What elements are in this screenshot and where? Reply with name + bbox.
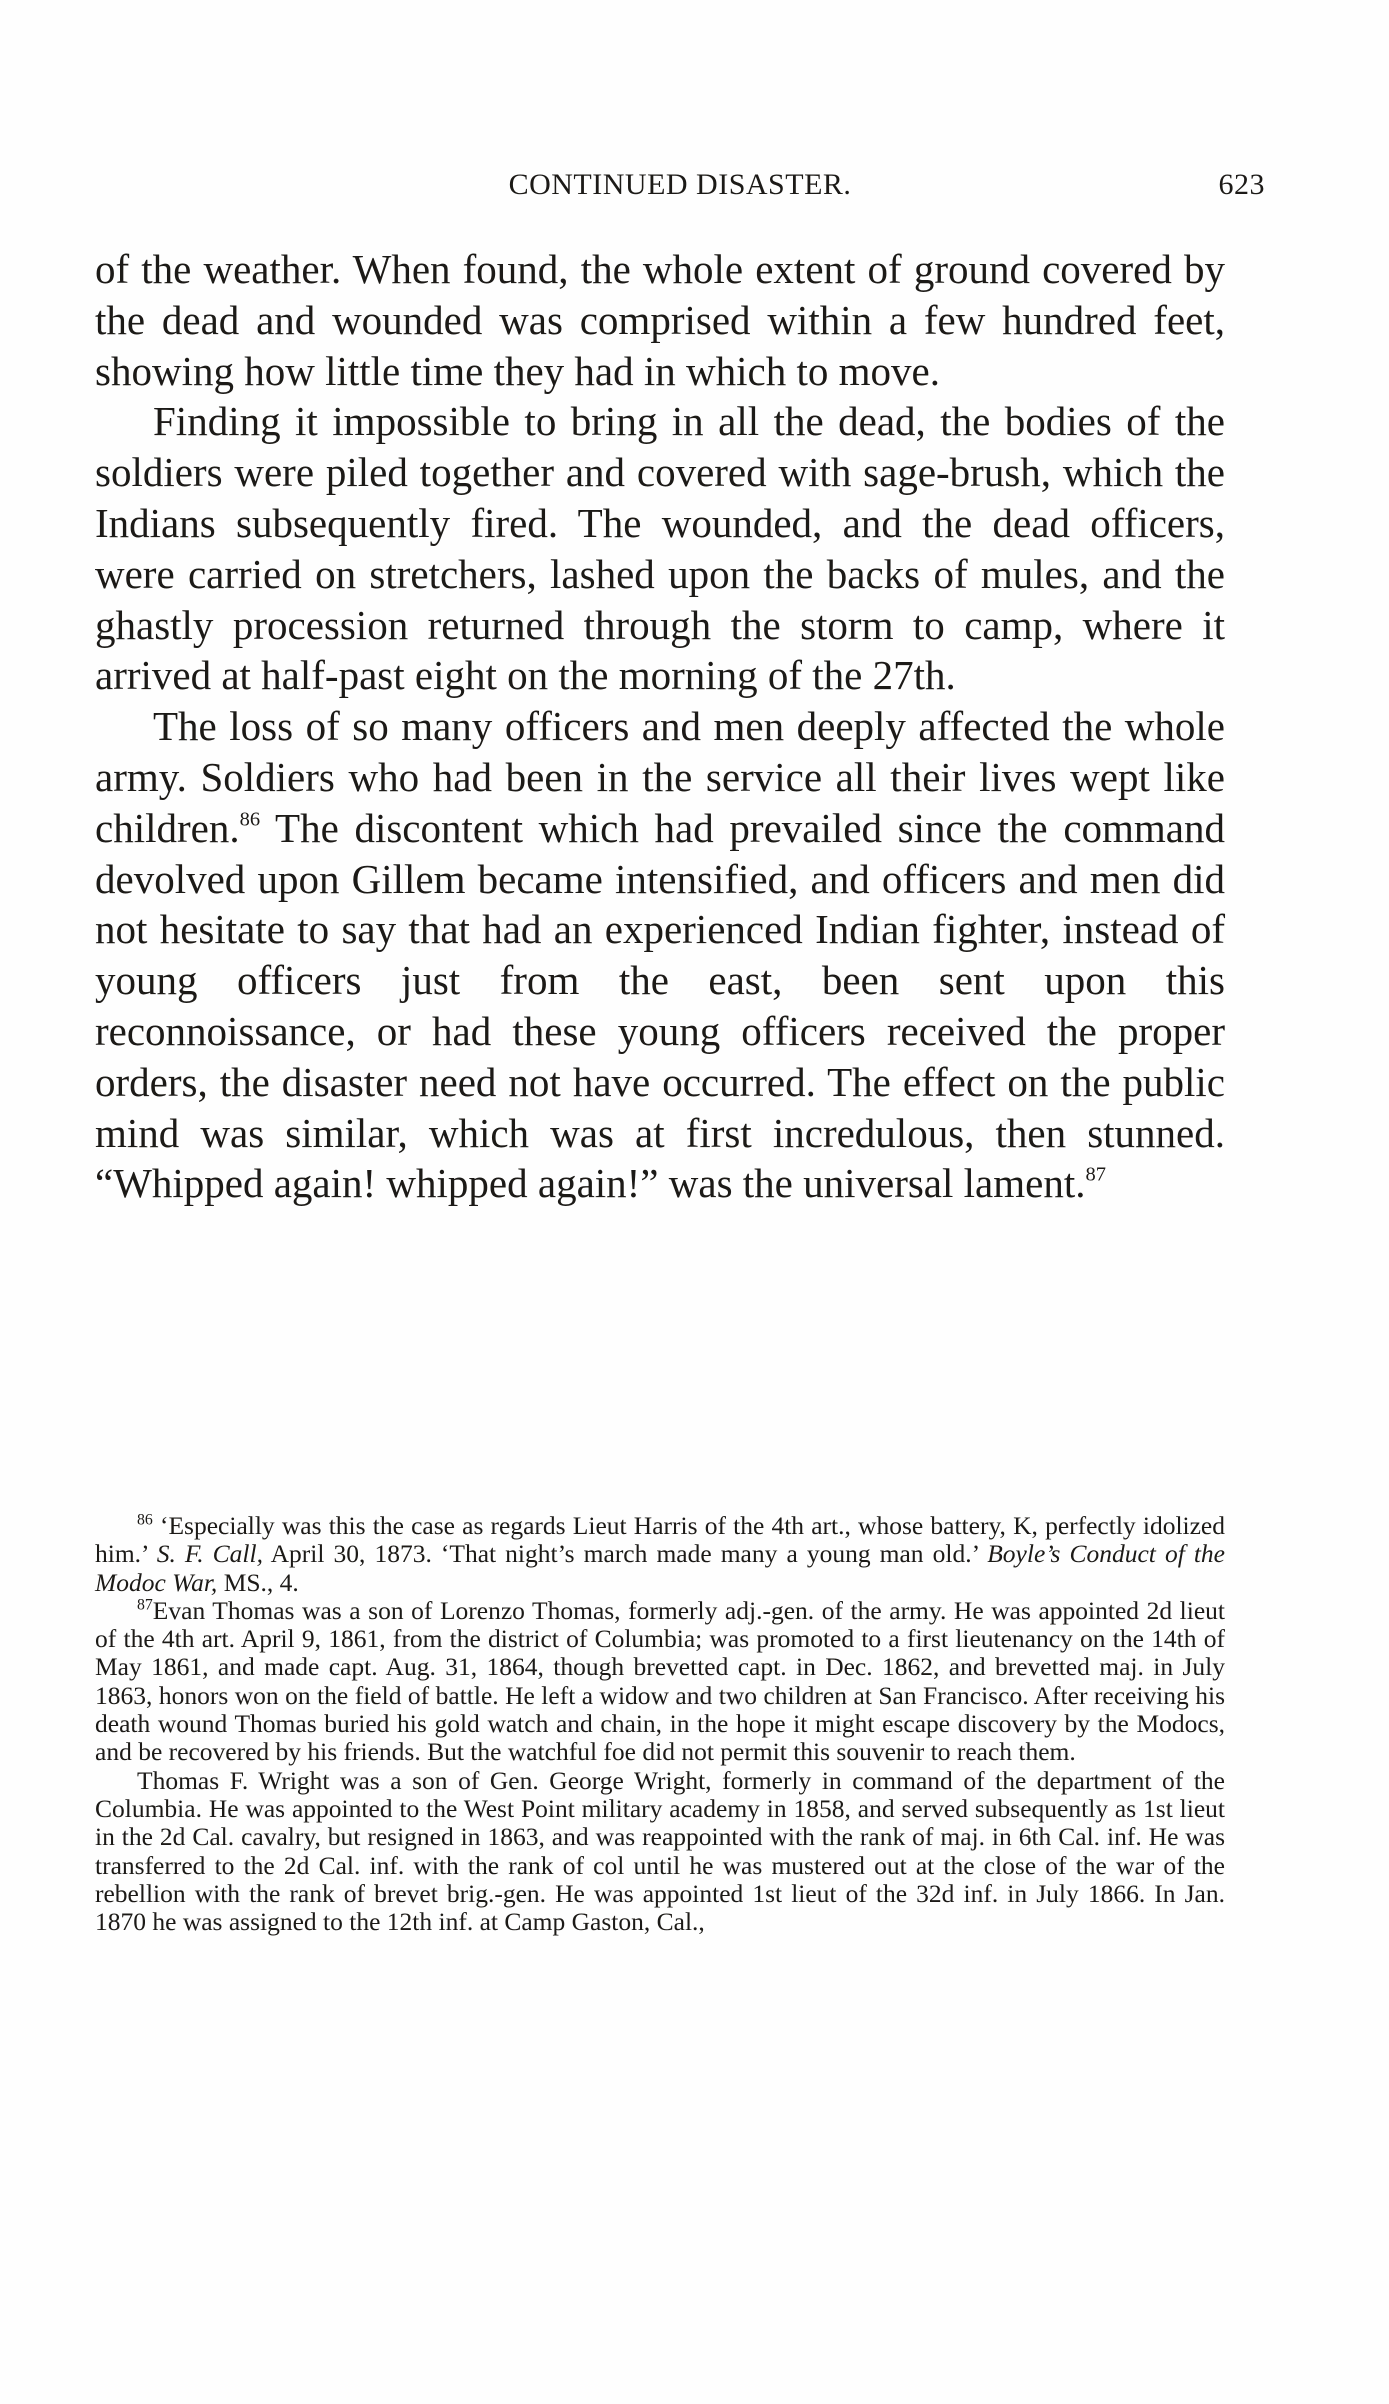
footnote-86-text-b: April 30, 1873. ‘That night’s march made many a young man old.’ — [262, 1539, 988, 1569]
page-number: 623 — [1218, 168, 1265, 201]
paragraph-3-text-b: The discontent which had prevailed since the command devolved upon Gillem became intensified, and officers and men did not hesitate to say that had an experienced Indian fighter, instead of young officers just from the east, been sent upon this reconnoissance, or had these young officers received the proper orders, the disaster need not have occurred. The effect on the public mind was similar, which was at first incredulous, then stunned. “Whipped again! whipped again!” was the universal lament. — [95, 804, 1225, 1207]
paragraph-2: Finding it impossible to bring in all the dead, the bodies of the soldiers were piled together and covered with sage-brush, which the Indians subsequently fired. The wounded, and the dead officers, were carried on stretchers, lashed upon the backs of mules, and the ghastly procession returned through the storm to camp, where it arrived at half-past eight on the morning of the 27th. — [95, 398, 1225, 699]
footnote-ref-87: 87 — [1085, 1163, 1106, 1186]
running-header — [95, 168, 1265, 208]
footnote-87-continued: Thomas F. Wright was a son of Gen. George Wright, formerly in command of the department of the Columbia. He was appointed to the West Point military academy in 1858, and served subsequently as 1st lieut in the 2d Cal. cavalry, but resigned in 1863, and was reappointed with the rank of maj. in 6th Cal. inf. He was transferred to the 2d Cal. inf. with the rank of col until he was mustered out at the close of the war of the rebellion with the rank of brevet brig.-gen. He was appointed 1st lieut of the 32d inf. in July 1866. In Jan. 1870 he was assigned to the 12th inf. at Camp Gaston, Cal., — [95, 1765, 1225, 1937]
paragraph-1: of the weather. When found, the whole extent of ground covered by the dead and wounded was comprised within a few hundred feet, showing how little time they had in which to move. — [95, 246, 1225, 394]
footnote-87-text-a: Evan Thomas was a son of Lorenzo Thomas, formerly adj.-gen. of the army. He was appointed 2d lieut of the 4th art. April 9, 1861, from the district of Columbia; was promoted to a first lieutenancy on the 14th of May 1861, and made capt. Aug. 31, 1864, though brevetted capt. in Dec. 1862, and brevetted maj. in July 1863, honors won on the field of battle. He left a widow and two children at San Francisco. After receiving his death wound Thomas buried his gold watch and chain, in the hope it might escape discovery by the Modocs, and be recovered by his friends. But the watchful foe did not permit this souvenir to reach them. — [95, 1595, 1225, 1767]
footnote-86 — [95, 1512, 1225, 1597]
paragraph-3 — [95, 701, 1225, 1209]
main-text — [95, 244, 1225, 1209]
footnote-86-source-1: S. F. Call, — [156, 1539, 263, 1569]
footnote-87 — [95, 1597, 1225, 1767]
footnote-86-marker: 86 — [137, 1511, 153, 1529]
footnote-86-source-2: Boyle’s Conduct of the Modoc War, — [95, 1539, 1226, 1597]
footnote-86-text-c: MS., 4. — [217, 1567, 299, 1597]
paragraph-3-text-a: The loss of so many officers and men deeply affected the whole army. Soldiers who had been in the service all their lives wept like children. — [95, 703, 1225, 851]
footnote-87-marker: 87 — [137, 1596, 153, 1614]
footnotes — [95, 1512, 1225, 1936]
footnote-ref-86: 86 — [239, 808, 261, 831]
footnote-86-text-a: ‘Especially was this the case as regards Lieut Harris of the 4th art., whose battery, K, perfectly idolized him.’ — [95, 1511, 1225, 1569]
chapter-title: CONTINUED DISASTER. — [508, 168, 852, 201]
